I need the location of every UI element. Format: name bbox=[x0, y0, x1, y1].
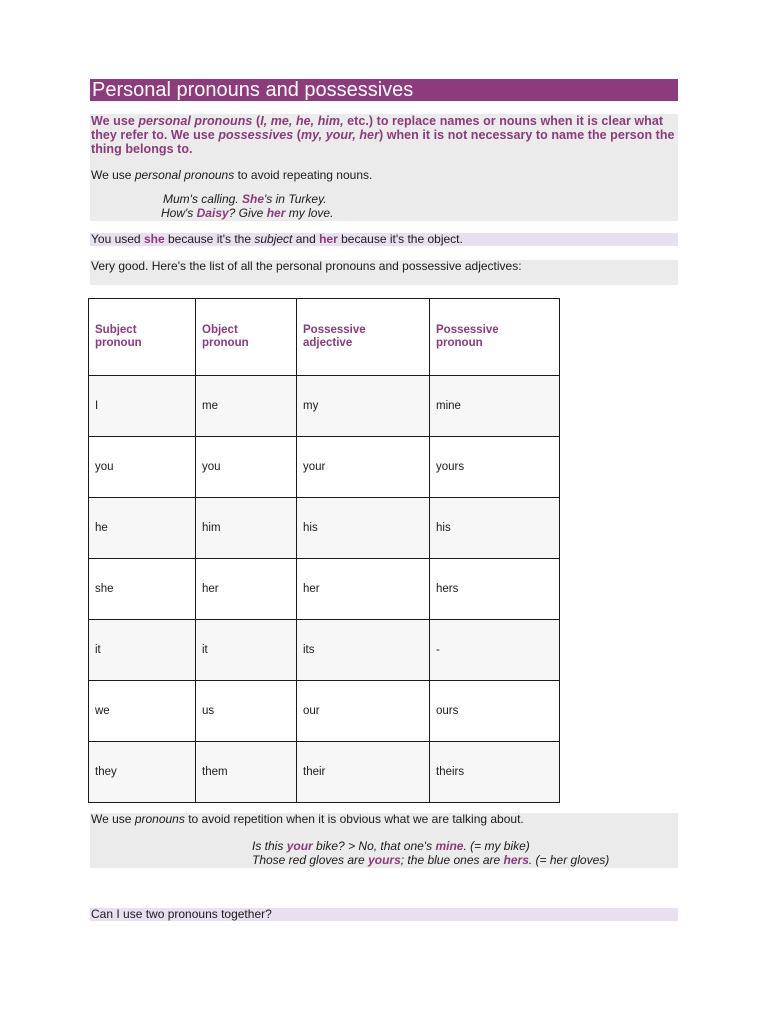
table-cell: your bbox=[297, 437, 430, 498]
table-cell: yours bbox=[430, 437, 560, 498]
table-cell: him bbox=[196, 498, 297, 559]
highlighted-possessive: mine bbox=[435, 839, 464, 853]
table-header-cell bbox=[196, 299, 297, 376]
term-personal-pronouns: personal pronouns bbox=[134, 168, 235, 182]
table-row bbox=[89, 620, 560, 681]
example-sentence-4 bbox=[252, 853, 609, 867]
table-cell: his bbox=[297, 498, 430, 559]
table-row bbox=[89, 437, 560, 498]
table-header-cell bbox=[89, 299, 196, 376]
table-cell: me bbox=[196, 376, 297, 437]
line-text: to avoid repeating nouns. bbox=[237, 168, 373, 182]
intro-text: ( bbox=[255, 114, 261, 128]
highlighted-possessive: yours bbox=[368, 853, 401, 867]
header-text: adjective bbox=[303, 337, 353, 349]
highlighted-pronoun: her bbox=[266, 206, 286, 220]
highlighted-name: Daisy bbox=[196, 206, 229, 220]
header-text: Subject bbox=[95, 324, 137, 336]
intro-text: ( bbox=[296, 128, 301, 142]
header-text: Object bbox=[202, 324, 238, 336]
example-sentence-1 bbox=[163, 192, 327, 206]
example-text: Is this bbox=[252, 839, 284, 853]
term-possessive-examples: my, your, her bbox=[300, 128, 379, 142]
table-row bbox=[89, 376, 560, 437]
highlighted-pronoun: she bbox=[143, 232, 165, 246]
example-text: Those red gloves are bbox=[252, 853, 365, 867]
intro-text: ) when it is not necessary to name the person the thing belongs to. bbox=[91, 128, 675, 156]
feedback-text: and bbox=[295, 232, 316, 246]
table-cell: our bbox=[297, 681, 430, 742]
example-text: bike? > No, that one's bbox=[316, 839, 433, 853]
table-cell: you bbox=[89, 437, 196, 498]
table-row bbox=[89, 559, 560, 620]
page-title: Personal pronouns and possessives bbox=[90, 79, 678, 101]
table-cell: - bbox=[430, 620, 560, 681]
example-text: 's in Turkey. bbox=[264, 192, 327, 206]
table-header-cell bbox=[297, 299, 430, 376]
table-cell: them bbox=[196, 742, 297, 803]
table-cell: mine bbox=[430, 376, 560, 437]
header-text: pronoun bbox=[202, 337, 249, 349]
table-row bbox=[89, 742, 560, 803]
intro-paragraph bbox=[90, 114, 678, 156]
feedback-text: because it's the object. bbox=[341, 232, 463, 246]
table-row bbox=[89, 681, 560, 742]
intro-text: etc.) to replace names or nouns when it is clear what they refer to. We use bbox=[91, 114, 664, 142]
example-text: ? Give bbox=[228, 206, 264, 220]
table-cell: ours bbox=[430, 681, 560, 742]
table-cell: I bbox=[89, 376, 196, 437]
table-cell: us bbox=[196, 681, 297, 742]
highlighted-pronoun: her bbox=[319, 232, 338, 246]
table-cell: theirs bbox=[430, 742, 560, 803]
table-cell: hers bbox=[430, 559, 560, 620]
feedback-line bbox=[90, 233, 678, 246]
example-text: ; the blue ones are bbox=[400, 853, 501, 867]
example-sentence-3 bbox=[252, 839, 530, 853]
highlighted-possessive: your bbox=[286, 839, 313, 853]
example-text: my love. bbox=[288, 206, 334, 220]
feedback-term: subject bbox=[254, 232, 293, 246]
table-cell: her bbox=[297, 559, 430, 620]
table-cell: you bbox=[196, 437, 297, 498]
table-cell: her bbox=[196, 559, 297, 620]
table-cell: it bbox=[196, 620, 297, 681]
header-text: Possessive bbox=[436, 324, 499, 336]
table-row bbox=[89, 498, 560, 559]
table-cell: he bbox=[89, 498, 196, 559]
table-cell: she bbox=[89, 559, 196, 620]
line-text: We use bbox=[91, 812, 132, 826]
term-examples: I, me, he, him, bbox=[260, 114, 344, 128]
table-cell: their bbox=[297, 742, 430, 803]
table-cell: his bbox=[430, 498, 560, 559]
line-text: to avoid repetition when it is obvious what we are talking about. bbox=[188, 812, 524, 826]
table-cell: my bbox=[297, 376, 430, 437]
table-cell: it bbox=[89, 620, 196, 681]
header-text: pronoun bbox=[436, 337, 483, 349]
table-cell: its bbox=[297, 620, 430, 681]
example-sentence-2 bbox=[161, 206, 333, 220]
example-text: . (= her gloves) bbox=[528, 853, 610, 867]
pronoun-table bbox=[88, 298, 560, 803]
term-personal-pronouns: personal pronouns bbox=[138, 114, 253, 128]
intro-text: We use bbox=[91, 114, 135, 128]
table-cell: they bbox=[89, 742, 196, 803]
header-text: Possessive bbox=[303, 324, 366, 336]
example-text: Mum's calling. bbox=[163, 192, 239, 206]
term-possessives: possessives bbox=[218, 128, 294, 142]
term-pronouns: pronouns bbox=[134, 812, 185, 826]
feedback-text: You used bbox=[91, 232, 141, 246]
line-text: We use bbox=[91, 168, 132, 182]
example-text: . (= my bike) bbox=[463, 839, 530, 853]
table-cell: we bbox=[89, 681, 196, 742]
table-header-cell bbox=[430, 299, 560, 376]
highlighted-possessive: hers bbox=[503, 853, 529, 867]
header-text: pronoun bbox=[95, 337, 142, 349]
question-line: Can I use two pronouns together? bbox=[90, 908, 678, 921]
avoid-repeating-line bbox=[90, 168, 678, 182]
table-header-row bbox=[89, 299, 560, 376]
repetition-line bbox=[91, 813, 678, 826]
feedback-text: because it's the bbox=[167, 232, 251, 246]
highlighted-pronoun: She bbox=[242, 192, 265, 206]
example-text: How's bbox=[161, 206, 194, 220]
list-intro-line: Very good. Here's the list of all the personal pronouns and possessive adjectives: bbox=[90, 260, 678, 285]
